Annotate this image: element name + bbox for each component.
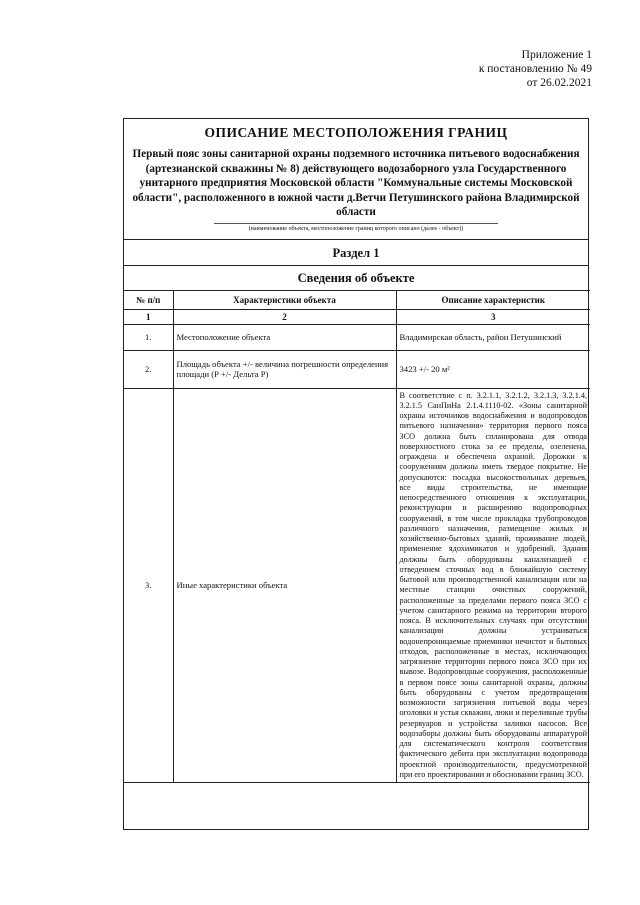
row-description: В соответствие с п. 3.2.1.1, 3.2.1.2, 3.2.1.3, 3.2.1.4, 3.2.1.5 СанПиНа 2.1.4.1110-02. «Зоны санитарной охраны источников водоснабжения и водопроводов питьевого назначения» территория первого пояса ЗСО должна быть спланирована для отвода поверхностного стока за ее пределы, озеленена, ограждена и обеспечена охраной. Дорожки к сооружениям должны иметь твердое покрытие. Не допускаются: посадка высокоствольных деревьев, все виды строительства, не имеющие непосредственного отношения к эксплуатации, реконструкции и расширению водопроводных сооружений, в том числе прокладка трубопроводов различного назначения, размещение жилых и хозяйственно-бытовых зданий, проживание людей, применение ядохимикатов и удобрений. Здания должны быть оборудованы канализацией с отведением сточных вод в ближайшую систему бытовой или производственной канализации или на местные станции очистных сооружений, расположенные за пределами первого пояса ЗСО с учетом санитарного режима на территории второго пояса. В исключительных случаях при отсутствии канализации должны устраиваться водонепроницаемые приемники нечистот и бытовых отходов, расположенные в местах, исключающих загрязнение территории первого пояса ЗСО при их вывозе. Водопроводные сооружения, расположенные в первом поясе зоны санитарной охраны, должны быть оборудованы с учетом предотвращения возможности загрязнения питьевой воды через оголовки и устья скважин, люки и переливные трубы резервуаров и устройства заливки насосов. Все водозаборы должны быть оборудованы аппаратурой для систематического контроля соответствия фактического дебита при эксплуатации водопровода проектной производительности, предусмотренной при его проектировании и обосновании границ ЗСО. bbox=[396, 388, 590, 783]
document-frame bbox=[123, 118, 589, 830]
document-heading: ОПИСАНИЕ МЕСТОПОЛОЖЕНИЯ ГРАНИЦ bbox=[204, 125, 508, 140]
table-column-numbers-row bbox=[124, 309, 590, 324]
row-description: 3423 +/- 20 м² bbox=[396, 350, 590, 388]
row-num: 1. bbox=[124, 324, 173, 350]
header-characteristic: Характеристики объекта bbox=[173, 290, 396, 309]
row-characteristic: Местоположение объекта bbox=[173, 324, 396, 350]
header-description: Описание характеристик bbox=[396, 290, 590, 309]
document-subject: Первый пояс зоны санитарной охраны подземного источника питьевого водоснабжения (артезианской скважины № 8) действующего водозаборного узла Государственного унитарного предприятия Московской области "Коммунальные системы Московской области", расположенного в южной части д.Ветчи Петушинского района Владимирской области bbox=[132, 148, 580, 218]
table-row bbox=[124, 324, 590, 350]
info-title: Сведения об объекте bbox=[124, 265, 588, 290]
col-number-1: 1 bbox=[124, 309, 173, 324]
table-row bbox=[124, 388, 590, 783]
row-num: 3. bbox=[124, 388, 173, 783]
header-num: № п/п bbox=[124, 290, 173, 309]
object-table bbox=[124, 290, 590, 784]
appendix-line-2: к постановлению № 49 bbox=[478, 63, 592, 75]
table-row bbox=[124, 350, 590, 388]
col-number-2: 2 bbox=[173, 309, 396, 324]
appendix-line-3: от 26.02.2021 bbox=[526, 77, 592, 89]
subject-caption: (наименование объекта, местоположение границ которого описано (далее - объект)) bbox=[214, 223, 498, 233]
appendix-line-1: Приложение 1 bbox=[521, 49, 592, 61]
row-characteristic: Иные характеристики объекта bbox=[173, 388, 396, 783]
table-header-row bbox=[124, 290, 590, 309]
row-description: Владимирская область, район Петушинский bbox=[396, 324, 590, 350]
col-number-3: 3 bbox=[396, 309, 590, 324]
section-title: Раздел 1 bbox=[124, 239, 588, 265]
appendix-block bbox=[479, 48, 592, 90]
row-num: 2. bbox=[124, 350, 173, 388]
row-characteristic: Площадь объекта +/- величина погрешности определения площади (Р +/- Дельта Р) bbox=[173, 350, 396, 388]
